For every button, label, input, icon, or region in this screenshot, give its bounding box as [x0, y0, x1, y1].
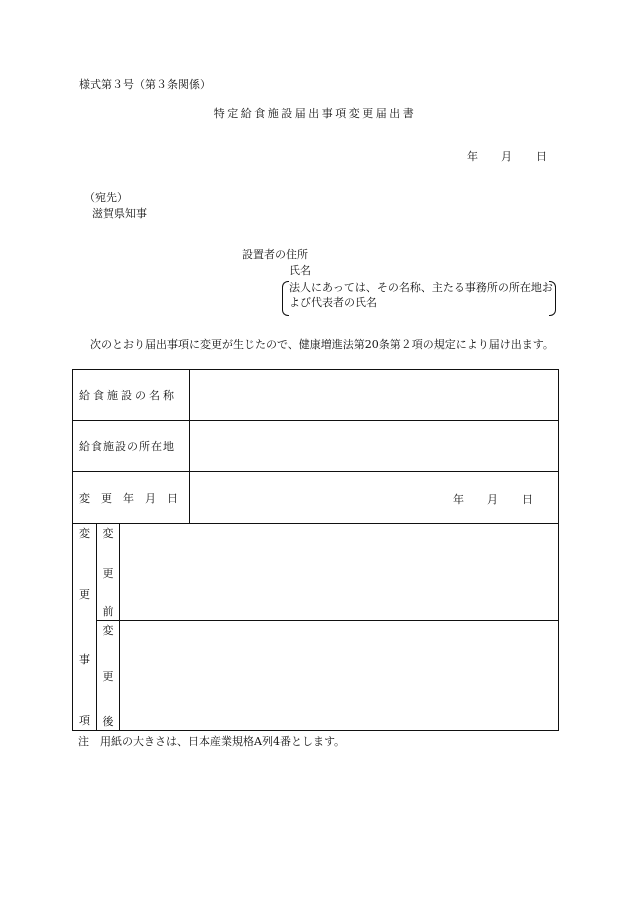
changes-char-1: 変 — [79, 527, 90, 540]
applicant-name-label: 氏名 — [289, 264, 311, 277]
table-row-after — [73, 621, 559, 731]
date-year-label: 年 — [467, 150, 478, 163]
applicant-address-label: 設置者の住所 — [242, 248, 308, 261]
after-char-1: 変 — [102, 624, 114, 637]
after-char-3: 後 — [102, 715, 114, 728]
statement-text: 次のとおり届出事項に変更が生じたので、健康増進法第20条第２項の規定により届け出ます。 — [90, 338, 554, 351]
date-month-label: 月 — [501, 150, 512, 163]
facility-name-label: 給食施設の名称 — [73, 370, 190, 421]
table-row-facility-address — [73, 421, 559, 472]
addressee-name: 滋賀県知事 — [92, 207, 147, 220]
table-row-before — [73, 524, 559, 621]
facility-address-label: 給食施設の所在地 — [73, 421, 190, 472]
change-date-year: 年 — [453, 493, 464, 506]
change-date-day: 日 — [522, 493, 533, 506]
notification-table — [72, 369, 559, 731]
after-char-2: 更 — [102, 670, 114, 683]
bracket-left — [282, 281, 289, 316]
table-row-change-date — [73, 472, 559, 524]
facility-name-field[interactable] — [190, 370, 559, 421]
before-char-1: 変 — [102, 527, 114, 540]
changes-label — [73, 524, 97, 731]
applicant-note: 法人にあっては、その名称、主たる事務所の所在地および代表者の氏名 — [289, 281, 553, 309]
document-title: 特定給食施設届出事項変更届出書 — [213, 107, 417, 120]
facility-address-field[interactable] — [190, 421, 559, 472]
changes-char-3: 事 — [79, 653, 90, 666]
before-char-3: 前 — [102, 605, 114, 618]
changes-char-2: 更 — [79, 588, 90, 601]
addressee-label: （宛先） — [84, 191, 128, 204]
changes-char-4: 項 — [79, 714, 90, 727]
change-date-field[interactable] — [190, 472, 559, 524]
footer-note: 注 用紙の大きさは、日本産業規格A列4番とします。 — [78, 735, 346, 748]
before-char-2: 更 — [102, 567, 114, 580]
form-number: 様式第３号（第３条関係） — [79, 78, 211, 91]
after-content-field[interactable] — [120, 621, 559, 731]
table-row-facility-name — [73, 370, 559, 421]
after-label — [97, 621, 120, 731]
before-content-field[interactable] — [120, 524, 559, 621]
before-label — [97, 524, 120, 621]
change-date-month: 月 — [487, 493, 498, 506]
change-date-label: 変更年月日 — [73, 472, 190, 524]
date-day-label: 日 — [536, 150, 547, 163]
